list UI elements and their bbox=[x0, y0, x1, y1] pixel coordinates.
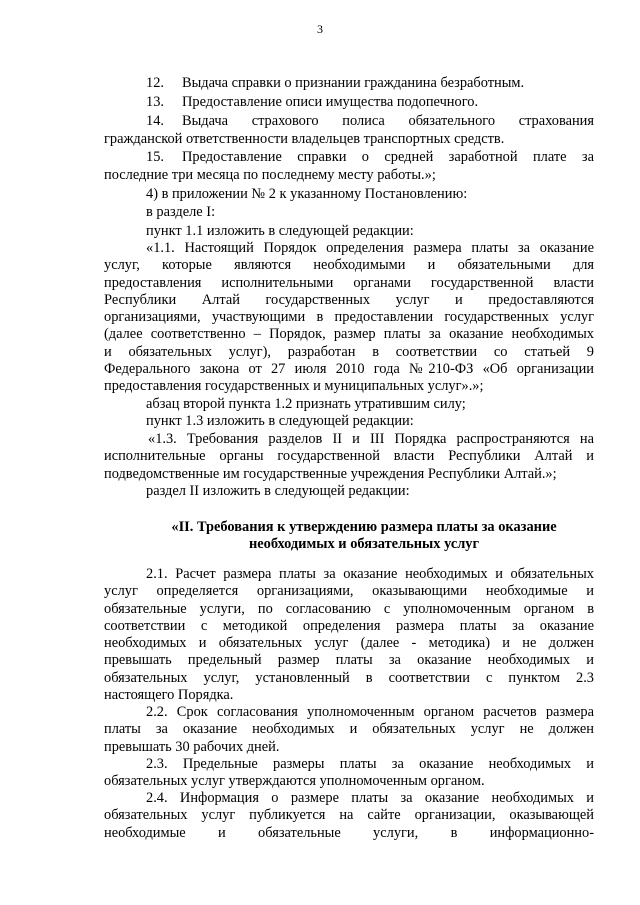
text-line: предоставления государственных и муниципальных услуг».»; bbox=[104, 378, 484, 395]
paragraph-1-3 bbox=[104, 431, 594, 483]
text-line: «1.3. Требования разделов II и III Порядка распространяются на bbox=[148, 431, 594, 447]
list-number: 15. bbox=[146, 149, 164, 165]
list-item-15 bbox=[104, 149, 594, 185]
list-text: Предоставление описи имущества подопечного. bbox=[182, 94, 479, 110]
list-text: Выдача страхового полиса обязательного страхования bbox=[182, 113, 594, 129]
text-line: Федерального закона от 27 июля 2010 года №210-ФЗ «Об организации bbox=[104, 361, 594, 378]
paragraph-2-2 bbox=[104, 704, 594, 756]
heading-line: «II. Требования к утверждению размера платы за оказание bbox=[171, 519, 557, 535]
list-text: Предоставление справки о средней заработной плате за bbox=[182, 149, 594, 165]
text-line: обязательных услуг утверждаются уполномоченным органом. bbox=[104, 773, 485, 790]
text-line: Республики Алтай государственных услуг и предоставляются bbox=[104, 291, 594, 308]
item-4-text: 4) в приложении № 2 к указанному Постановлению: bbox=[146, 186, 468, 202]
list-item-14 bbox=[104, 113, 594, 149]
text-line: обязательных услуг, установленный в соответствии с пунктом 2.3 bbox=[104, 669, 594, 686]
page-number: 3 bbox=[317, 22, 323, 36]
text-line: платы за оказание необходимых и обязательных услуг не должен bbox=[104, 721, 594, 738]
paragraph-1-2 bbox=[104, 396, 594, 431]
text-line: соответствии с методикой определения размера платы за оказание bbox=[104, 617, 594, 634]
text-line: предоставления исполнительными органами государственной власти bbox=[104, 274, 594, 291]
text-line: настоящего Порядка. bbox=[104, 687, 234, 704]
heading-line: необходимых и обязательных услуг bbox=[248, 536, 480, 553]
text-line: 2.3. Предельные размеры платы за оказание необходимых и bbox=[146, 756, 594, 772]
text-line: обязательных услуг публикуется на сайте организации, оказывающей bbox=[104, 807, 594, 824]
paragraph-2-3 bbox=[104, 756, 594, 791]
amendment-block bbox=[104, 186, 594, 240]
list-number: 14. bbox=[146, 113, 164, 129]
p11-intro: пункт 1.1 изложить в следующей редакции: bbox=[146, 222, 414, 239]
text-line: необходимые и обязательные услуги, в информационно- bbox=[104, 824, 594, 841]
text-line: необходимых и обязательных услуг (далее - методика) и не должен bbox=[104, 635, 594, 652]
list-text-cont: гражданской ответственности владельцев транспортных средств. bbox=[104, 131, 505, 148]
section-heading bbox=[104, 519, 594, 554]
paragraph-1-1 bbox=[104, 240, 594, 396]
text-line: превышать предельный размер платы за оказание необходимых и bbox=[104, 652, 594, 669]
section-1-text: в разделе I: bbox=[146, 204, 216, 221]
list-item-13 bbox=[104, 94, 594, 111]
text-line: абзац второй пункта 1.2 признать утратившим силу; bbox=[146, 396, 466, 412]
list-item-12 bbox=[104, 75, 594, 92]
text-line: и обязательных услуг), разработан в соответствии со статьей 9 bbox=[104, 343, 594, 360]
text-line: обязательные услуги, по согласованию с уполномоченным органом в bbox=[104, 600, 594, 617]
text-line: (далее соответственно – Порядок, размер платы за оказание необходимых bbox=[104, 326, 594, 343]
text-line: «1.1. Настоящий Порядок определения размера платы за оказание bbox=[146, 240, 594, 256]
paragraph-2-1 bbox=[104, 566, 594, 704]
text-line: раздел II изложить в следующей редакции: bbox=[146, 483, 410, 499]
text-line: превышать 30 рабочих дней. bbox=[104, 738, 280, 755]
section-2-intro bbox=[104, 483, 594, 500]
text-line: пункт 1.3 изложить в следующей редакции: bbox=[146, 413, 414, 430]
list-number: 13. bbox=[146, 94, 164, 110]
text-line: исполнительные органы государственной власти Республики Алтай и bbox=[104, 448, 594, 465]
text-line: подведомственные им государственные учреждения Республики Алтай.»; bbox=[104, 465, 557, 482]
text-line: 2.2. Срок согласования уполномоченным органом расчетов размера bbox=[146, 704, 594, 720]
text-line: организациями, участвующими в предоставлении государственных услуг bbox=[104, 309, 594, 326]
list-text-cont: последние три месяца по последнему месту работы.»; bbox=[104, 167, 436, 184]
paragraph-2-4 bbox=[104, 790, 594, 842]
text-line: 2.4. Информация о размере платы за оказание необходимых и bbox=[146, 790, 594, 806]
text-line: 2.1. Расчет размера платы за оказание необходимых и обязательных bbox=[146, 566, 594, 582]
text-line: услуг определяется организациями, оказывающими необходимые и bbox=[104, 583, 594, 600]
list-text: Выдача справки о признании гражданина безработным. bbox=[182, 75, 525, 91]
text-line: услуг, которые являются необходимыми и обязательными для bbox=[104, 257, 594, 274]
list-number: 12. bbox=[146, 75, 164, 91]
